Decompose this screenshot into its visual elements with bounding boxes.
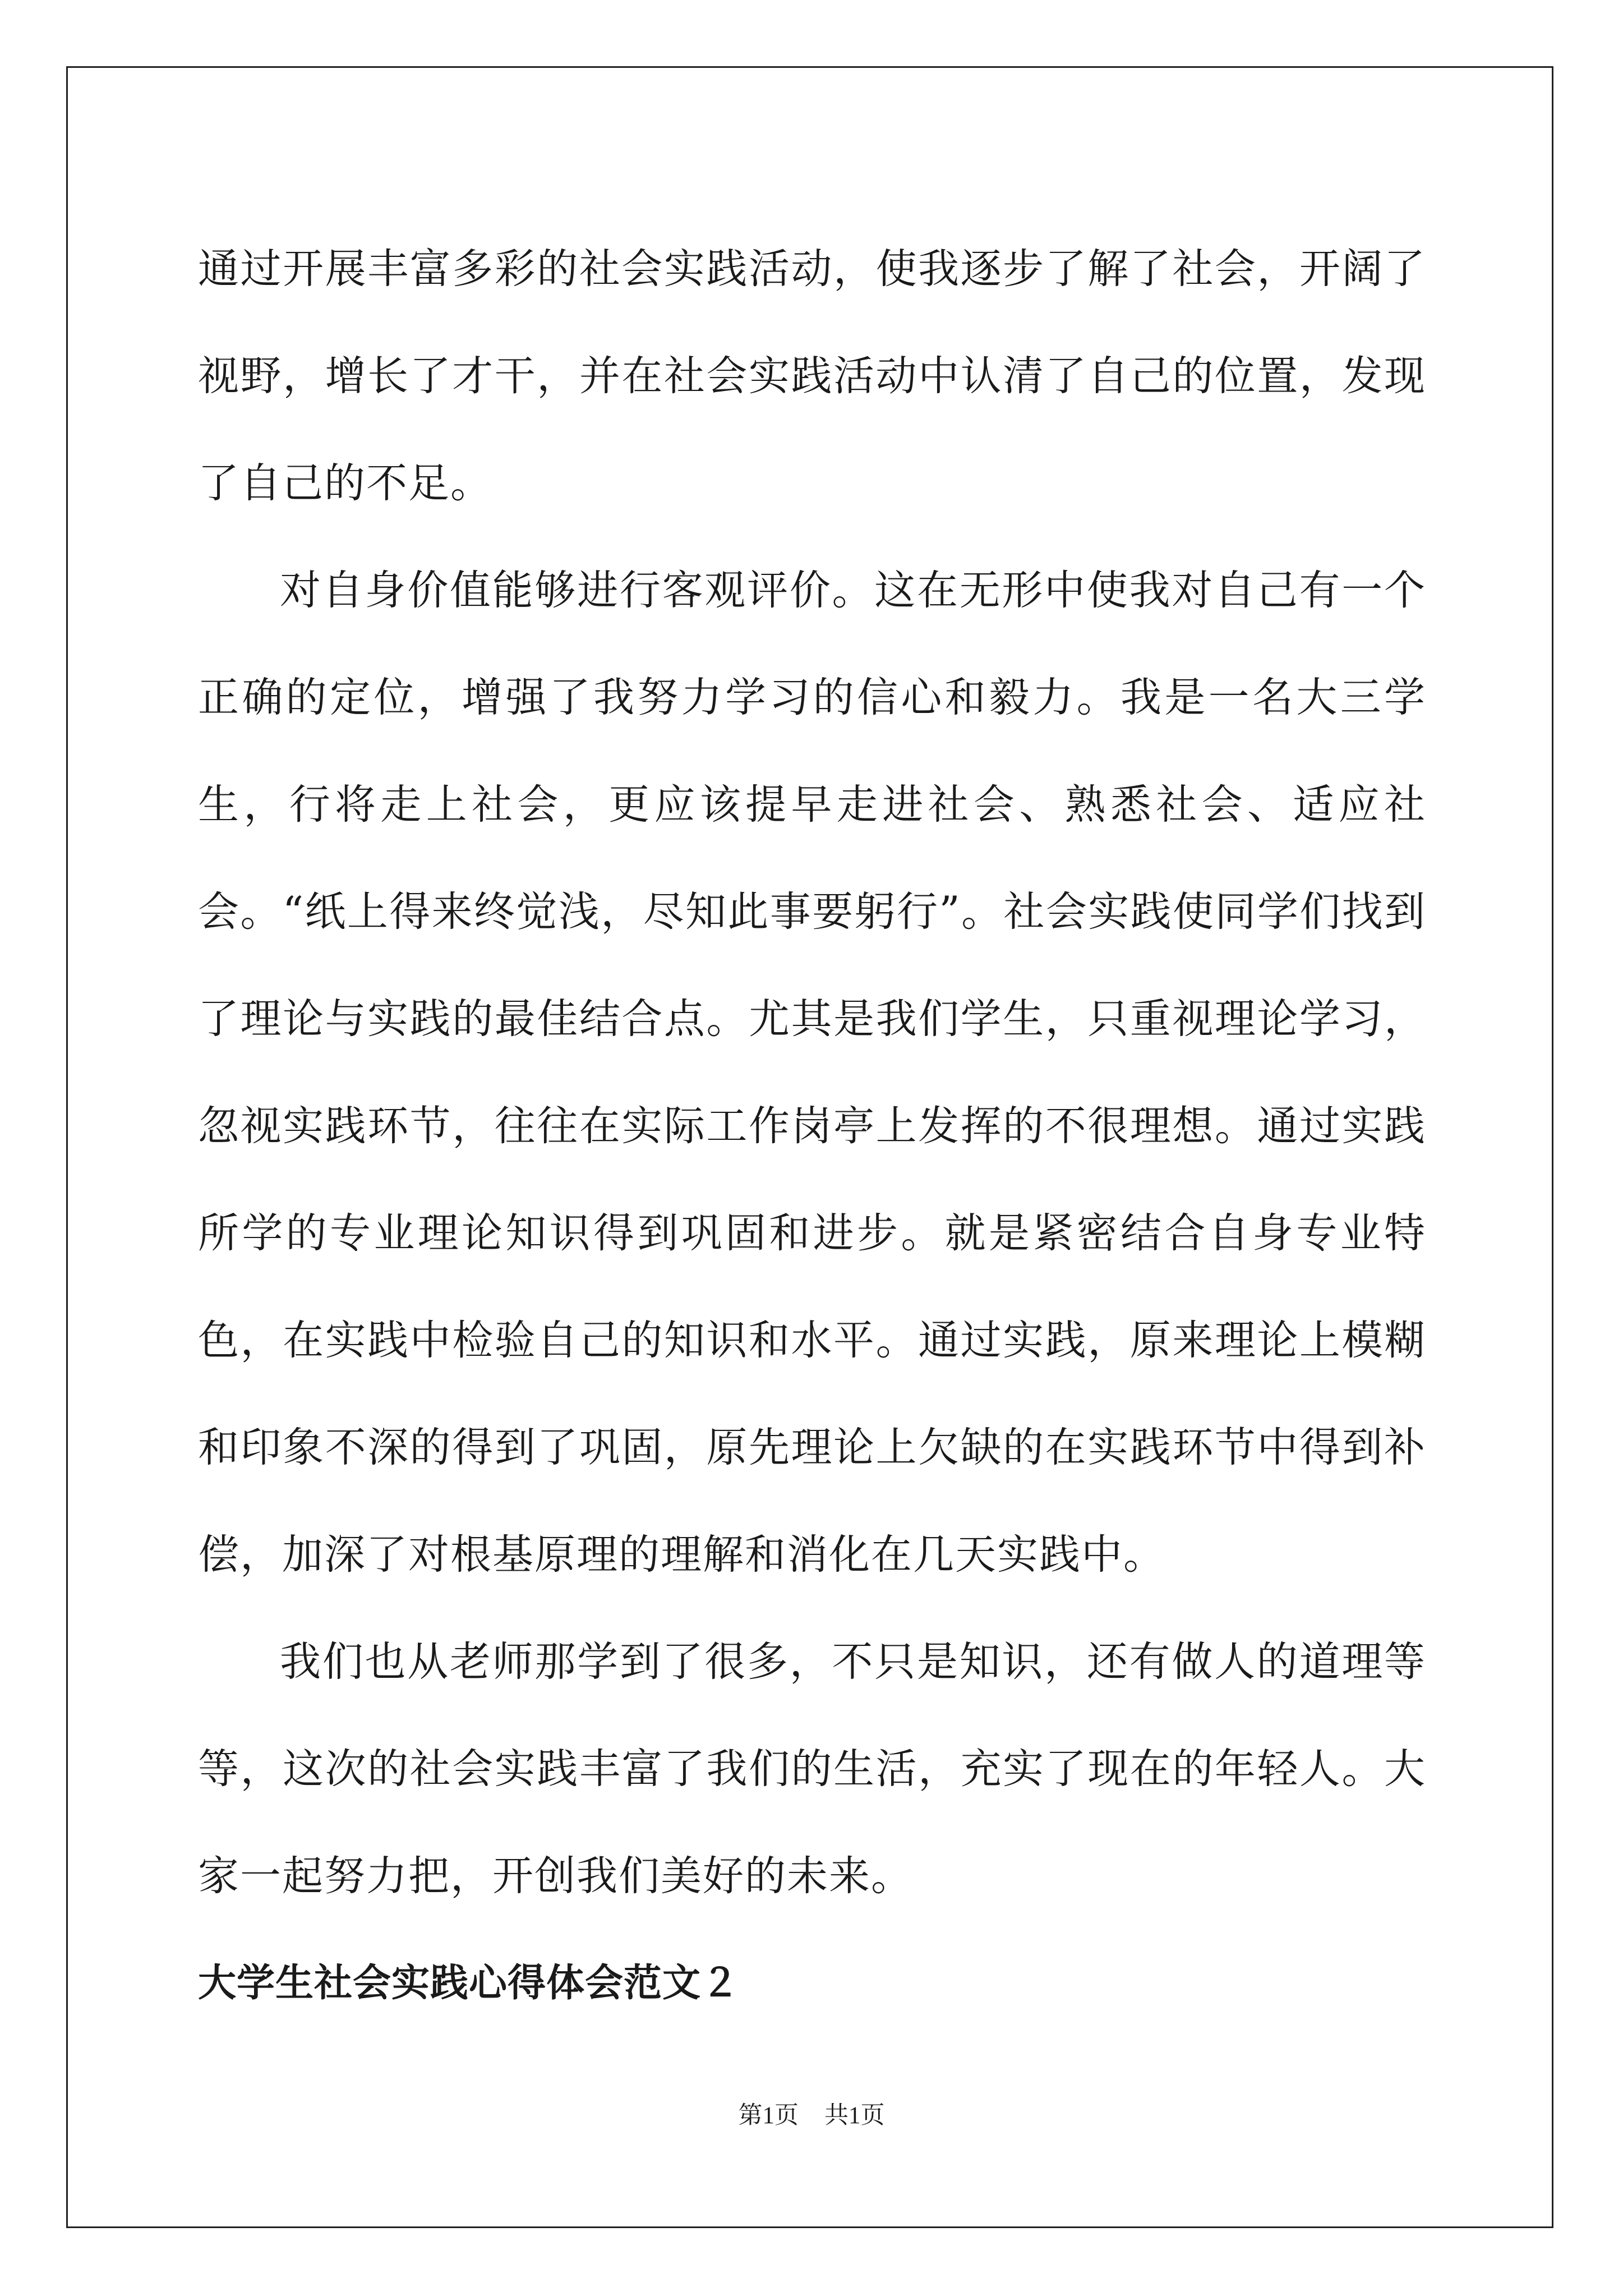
document-body: [198, 215, 1426, 2037]
page-footer: [0, 2099, 1623, 2133]
paragraph-1: 通过开展丰富多彩的社会实践活动，使我逐步了解了社会，开阔了视野，增长了才干，并在社会实践活动中认清了自己的位置，发现了自己的不足。: [198, 245, 1426, 507]
paragraph-3: 我们也从老师那学到了很多，不只是知识，还有做人的道理等等，这次的社会实践丰富了我们的生活，充实了现在的年轻人。大家一起努力把，开创我们美好的未来。: [198, 1638, 1426, 1900]
section-heading: 大学生社会实践心得体会范文２: [198, 1961, 740, 2005]
page-number-total: 共1页: [824, 2102, 885, 2129]
page-number-current: 第1页: [738, 2102, 799, 2129]
paragraph-2: 对自身价值能够进行客观评价。这在无形中使我对自己有一个正确的定位，增强了我努力学习的信心和毅力。我是一名大三学生，行将走上社会，更应该提早走进社会、熟悉社会、适应社会。“纸上得来终觉浅，尽知此事要躬行”。社会实践使同学们找到了理论与实践的最佳结合点。尤其是我们学生，只重视理论学习，忽视实践环节，往往在实际工作岗亭上发挥的不很理想。通过实践所学的专业理论知识得到巩固和进步。就是紧密结合自身专业特色，在实践中检验自己的知识和水平。通过实践，原来理论上模糊和印象不深的得到了巩固，原先理论上欠缺的在实践环节中得到补偿，加深了对根基原理的理解和消化在几天实践中。: [198, 567, 1426, 1579]
